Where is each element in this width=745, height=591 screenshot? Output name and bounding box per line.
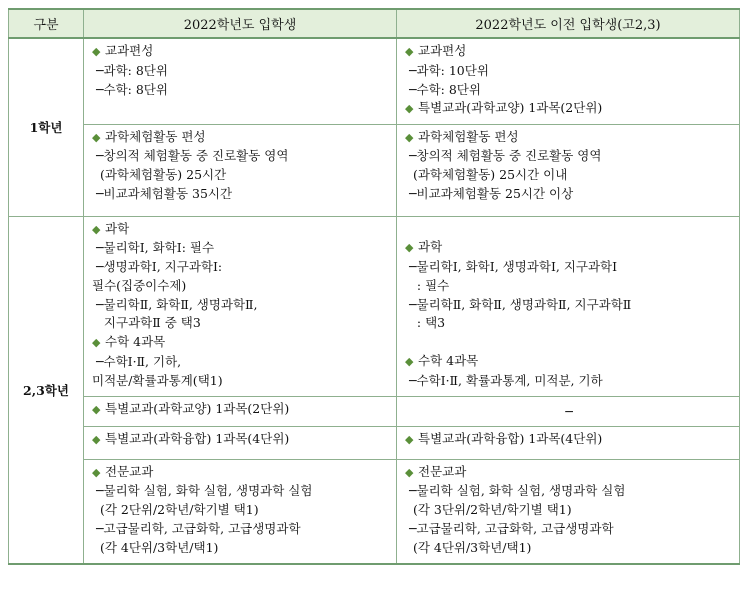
table-row [9,426,740,459]
line-text: (각 2단위/2학년/학기별 택1) [92,502,259,518]
line-text: (각 3단위/2학년/학기별 택1) [405,502,572,518]
bullet-item [405,42,733,62]
list-line [405,166,733,185]
bullet-item [92,333,390,353]
line-text: ─수학Ⅰ·Ⅱ, 확률과통계, 미적분, 기하 [405,372,603,388]
line-text: 특별교과(과학교양) 1과목(2단위) [418,100,603,116]
curriculum-table [8,8,740,565]
line-text: : 필수 [405,277,450,293]
list-line [405,258,733,277]
line-text: ─수학: 8단위 [405,81,481,97]
diamond-bullet-icon: ◆ [405,45,414,58]
list-line [92,314,390,333]
bullet-item [92,463,390,483]
cell-r6c1 [84,459,397,564]
list-line [92,520,390,539]
line-text: 지구과학Ⅱ 중 택3 [92,315,201,331]
list-line [405,62,733,81]
list-line [405,372,733,391]
cell-r4c2: ─ [397,396,740,426]
bullet-item [92,430,390,450]
line-text: 과학체험활동 편성 [418,128,519,144]
line-text: 전문교과 [105,463,154,479]
table-row [9,396,740,426]
bullet-item [92,42,390,62]
diamond-bullet-icon: ◆ [405,432,414,446]
list-line [405,314,733,333]
line-text: 교과편성 [105,43,154,58]
list-line [92,166,390,185]
header-prior-entrants: 2022학년도 이전 입학생(고2,3) [397,9,740,38]
line-text: ─수학Ⅰ·Ⅱ, 기하, [92,354,182,370]
table-row [9,216,740,396]
bullet-item [405,352,733,372]
line-text: 미적분/확률과통계(택1) [92,372,223,388]
list-line [92,482,390,501]
bullet-item [405,99,733,119]
line-text: 과학 [418,239,443,255]
bullet-item [405,430,733,450]
table-row [9,38,740,124]
cell-r3c1 [84,216,397,396]
line-text: ─물리학Ⅱ, 화학Ⅱ, 생명과학Ⅱ, 지구과학Ⅱ [405,296,632,312]
bullet-item [405,128,733,148]
bullet-item [92,220,390,240]
list-line [405,296,733,315]
header-2022-entrants: 2022학년도 입학생 [84,9,397,38]
list-line [405,220,733,239]
list-line [92,277,390,296]
list-line [92,296,390,315]
line-text: ─생명과학Ⅰ, 지구과학Ⅰ: [92,259,223,275]
line-text: ─과학: 8단위 [92,62,168,78]
list-line [92,62,390,81]
line-text: : 택3 [405,315,446,331]
line-text [405,221,409,236]
bullet-item [92,128,390,148]
line-text: (과학체험활동) 25시간 [92,167,227,183]
diamond-bullet-icon: ◆ [405,465,414,479]
line-text: (과학체험활동) 25시간 이내 [405,167,568,183]
cell-r2c1 [84,124,397,216]
line-text: ─수학: 8단위 [92,81,168,97]
line-text: ─과학: 10단위 [405,62,489,78]
diamond-bullet-icon: ◆ [405,355,414,369]
line-text: ─고급물리학, 고급화학, 고급생명과학 [92,520,301,536]
list-line [405,333,733,352]
diamond-bullet-icon: ◆ [405,130,414,144]
cell-r3c2 [397,216,740,396]
table-row [9,124,740,216]
cell-r1c1 [84,38,397,124]
line-text: 과학 [105,220,130,236]
list-line [405,482,733,501]
line-text: ─물리학Ⅱ, 화학Ⅱ, 생명과학Ⅱ, [92,296,258,312]
cell-r5c1 [84,426,397,459]
bullet-item [92,400,390,420]
table-row [9,459,740,564]
list-line [92,185,390,204]
list-line [405,185,733,204]
list-line [405,81,733,100]
diamond-bullet-icon: ◆ [92,45,101,58]
diamond-bullet-icon: ◆ [92,402,101,416]
line-text: 교과편성 [418,43,467,58]
group-grade1: 1학년 [9,38,84,216]
cell-r6c2 [397,459,740,564]
diamond-bullet-icon: ◆ [92,465,101,479]
list-line [92,372,390,391]
bullet-item [405,463,733,483]
line-text: 과학체험활동 편성 [105,128,206,144]
diamond-bullet-icon: ◆ [92,222,101,236]
line-text: ─창의적 체험활동 중 진로활동 영역 [92,148,289,164]
list-line [92,539,390,558]
list-line [92,258,390,277]
header-category: 구분 [9,9,84,38]
list-line [92,81,390,100]
list-line [92,353,390,372]
line-text: ─물리학Ⅰ, 화학Ⅰ: 필수 [92,240,215,256]
diamond-bullet-icon: ◆ [405,241,414,255]
cell-r4c1 [84,396,397,426]
line-text: ─물리학 실험, 화학 실험, 생명과학 실험 [405,483,626,499]
line-text: 전문교과 [418,463,467,479]
line-text: 특별교과(과학교양) 1과목(2단위) [105,400,290,416]
cell-r5c2 [397,426,740,459]
diamond-bullet-icon: ◆ [92,336,101,350]
line-text: ─비교과체험활동 35시간 [92,185,233,201]
cell-r2c2 [397,124,740,216]
line-text: 특별교과(과학융합) 1과목(4단위) [105,430,290,446]
list-line [92,147,390,166]
list-line [92,239,390,258]
line-text: 특별교과(과학융합) 1과목(4단위) [418,430,603,446]
list-line [405,520,733,539]
line-text: ─비교과체험활동 25시간 이상 [405,185,574,201]
line-text: ─창의적 체험활동 중 진로활동 영역 [405,148,602,164]
diamond-bullet-icon: ◆ [405,102,414,116]
bullet-item [405,238,733,258]
diamond-bullet-icon: ◆ [92,130,101,144]
line-text: ─물리학 실험, 화학 실험, 생명과학 실험 [92,483,313,499]
list-line [405,147,733,166]
line-text: ─고급물리학, 고급화학, 고급생명과학 [405,520,614,536]
header-row [9,9,740,38]
list-line [405,277,733,296]
line-text: (각 4단위/3학년/택1) [92,539,219,555]
diamond-bullet-icon: ◆ [92,432,101,446]
list-line [405,501,733,520]
line-text [405,334,409,349]
line-text: 필수(집중이수제) [92,277,187,293]
list-line [92,501,390,520]
group-grade23: 2,3학년 [9,216,84,564]
line-text: ─물리학Ⅰ, 화학Ⅰ, 생명과학Ⅰ, 지구과학Ⅰ [405,259,618,275]
line-text: (각 4단위/3학년/택1) [405,539,532,555]
list-line [405,539,733,558]
cell-r1c2 [397,38,740,124]
line-text: 수학 4과목 [418,353,479,369]
line-text: 수학 4과목 [105,334,166,350]
